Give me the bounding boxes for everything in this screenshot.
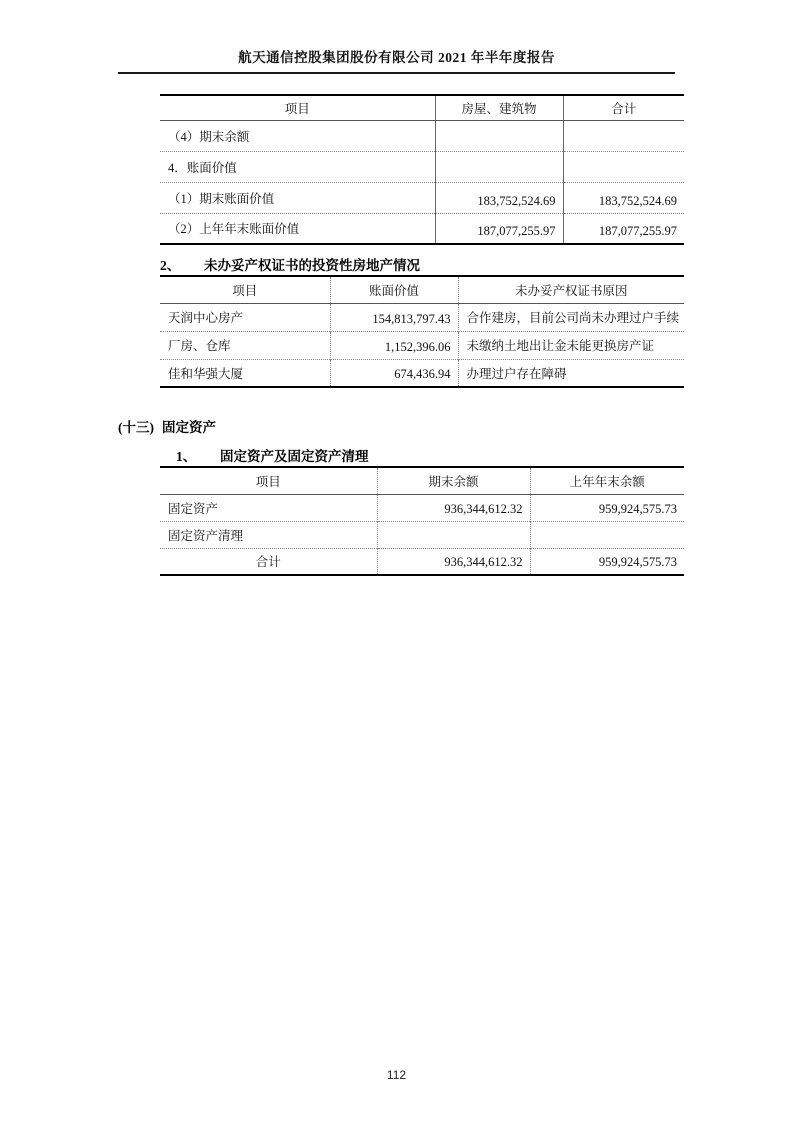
fixed-assets-table bbox=[160, 466, 684, 576]
heading-text: 未办妥产权证书的投资性房地产情况 bbox=[204, 258, 420, 273]
table-row bbox=[160, 331, 684, 359]
heading-number: 1、 bbox=[176, 449, 197, 464]
reason-cell: 未缴纳土地出让金未能更换房产证 bbox=[458, 331, 684, 359]
value-cell: 154,813,797.43 bbox=[330, 303, 458, 331]
value-cell: 183,752,524.69 bbox=[435, 182, 563, 213]
page-header bbox=[118, 46, 675, 74]
value-cell: 183,752,524.69 bbox=[563, 182, 684, 213]
table-row bbox=[160, 151, 684, 182]
page-number: 112 bbox=[386, 1068, 407, 1082]
book-value-table bbox=[160, 94, 684, 245]
value-cell: 1,152,396.06 bbox=[330, 331, 458, 359]
total-label-cell: 合计 bbox=[160, 548, 377, 575]
table-header-row bbox=[160, 276, 684, 303]
value-cell bbox=[435, 120, 563, 151]
item-cell: 天润中心房产 bbox=[168, 311, 244, 325]
heading-number: (十三) bbox=[118, 420, 154, 435]
table-row bbox=[160, 182, 684, 213]
column-header-prior-year-end: 上年年末余额 bbox=[530, 467, 684, 494]
item-cell: （4）期末余额 bbox=[168, 129, 250, 144]
subsection-heading-fixed-assets-table bbox=[176, 445, 369, 465]
value-cell bbox=[435, 151, 563, 182]
column-header-buildings: 房屋、建筑物 bbox=[435, 95, 563, 120]
section-heading-unregistered-property bbox=[160, 254, 420, 274]
item-cell: （1）期末账面价值 bbox=[160, 182, 435, 213]
table-row bbox=[160, 359, 684, 387]
value-cell bbox=[563, 151, 684, 182]
column-header-item: 项目 bbox=[160, 467, 377, 494]
item-cell: 固定资产 bbox=[168, 501, 219, 516]
column-header-item: 项目 bbox=[160, 95, 435, 120]
value-cell: 936,344,612.32 bbox=[377, 548, 530, 575]
table-row bbox=[160, 120, 684, 151]
unregistered-property-table bbox=[160, 275, 684, 388]
heading-text: 固定资产 bbox=[162, 420, 216, 435]
table-header-row bbox=[160, 467, 684, 494]
table-row bbox=[160, 494, 684, 521]
table-row-total bbox=[160, 548, 684, 575]
heading-number: 2、 bbox=[160, 258, 181, 273]
value-cell: 187,077,255.97 bbox=[563, 213, 684, 244]
reason-cell: 办理过户存在障碍 bbox=[458, 359, 684, 387]
item-cell: 厂房、仓库 bbox=[160, 331, 330, 359]
value-cell: 959,924,575.73 bbox=[530, 548, 684, 575]
column-header-ending-balance: 期末余额 bbox=[377, 467, 530, 494]
item-cell: 佳和华强大厦 bbox=[160, 359, 330, 387]
item-cell: （2）上年年末账面价值 bbox=[160, 213, 435, 244]
table-row bbox=[160, 521, 684, 548]
value-cell bbox=[563, 120, 684, 151]
reason-cell: 合作建房，目前公司尚未办理过户手续 bbox=[458, 303, 684, 331]
column-header-total: 合计 bbox=[563, 95, 684, 120]
value-cell: 936,344,612.32 bbox=[377, 494, 530, 521]
report-title: 航天通信控股集团股份有限公司 2021 年半年度报告 bbox=[238, 50, 555, 65]
table-row bbox=[160, 213, 684, 244]
heading-text: 固定资产及固定资产清理 bbox=[220, 449, 369, 464]
column-header-book-value: 账面价值 bbox=[330, 276, 458, 303]
table-row bbox=[160, 303, 684, 331]
value-cell bbox=[377, 521, 530, 548]
section-heading-fixed-assets bbox=[118, 416, 216, 436]
value-cell: 674,436.94 bbox=[330, 359, 458, 387]
table-header-row bbox=[160, 95, 684, 120]
column-header-item: 项目 bbox=[160, 276, 330, 303]
value-cell: 959,924,575.73 bbox=[530, 494, 684, 521]
item-cell: 4．账面价值 bbox=[160, 151, 435, 182]
value-cell: 187,077,255.97 bbox=[435, 213, 563, 244]
column-header-reason: 未办妥产权证书原因 bbox=[458, 276, 684, 303]
item-cell: 固定资产清理 bbox=[160, 521, 377, 548]
value-cell bbox=[530, 521, 684, 548]
